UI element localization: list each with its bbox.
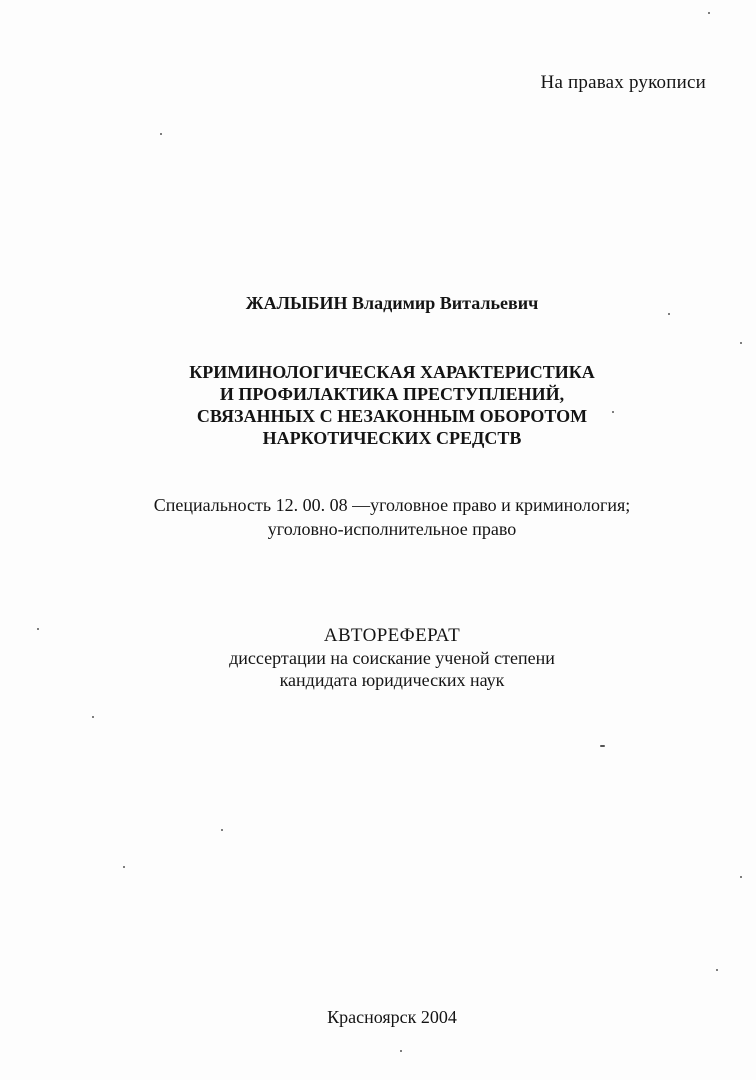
specialty-line: уголовно-исполнительное право [267,519,517,539]
abstract-line: диссертации на соискание ученой степени [229,648,555,668]
specialty-line: Специальность 12. 00. 08 —уголовное право и криминология; [153,495,631,515]
author-name: ЖАЛЫБИН Владимир Витальевич [245,293,539,313]
scan-speck [92,716,94,718]
dissertation-title [14,361,756,449]
scan-speck [37,628,39,630]
city-year: Красноярск 2004 [327,1007,457,1027]
scan-speck [160,133,162,135]
scan-speck [668,313,670,315]
scan-speck [221,829,223,831]
scan-speck [123,866,125,868]
abstract-heading: АВТОРЕФЕРАТ [323,625,461,646]
title-line: КРИМИНОЛОГИЧЕСКАЯ ХАРАКТЕРИСТИКА [189,362,595,382]
abstract-block [14,625,756,691]
title-line: НАРКОТИЧЕСКИХ СРЕДСТВ [262,428,522,448]
scan-speck [400,1050,402,1052]
scan-speck [740,876,742,878]
abstract-line: кандидата юридических наук [279,670,505,690]
scan-speck [600,745,605,747]
manuscript-rights-note: На правах рукописи [540,72,706,93]
scan-speck [716,969,718,971]
title-line: СВЯЗАННЫХ С НЕЗАКОННЫМ ОБОРОТОМ [196,406,588,426]
scan-speck [612,411,614,413]
scan-speck [708,12,710,14]
specialty-block [14,493,756,541]
title-line: И ПРОФИЛАКТИКА ПРЕСТУПЛЕНИЙ, [219,384,565,404]
scan-speck [740,342,742,344]
